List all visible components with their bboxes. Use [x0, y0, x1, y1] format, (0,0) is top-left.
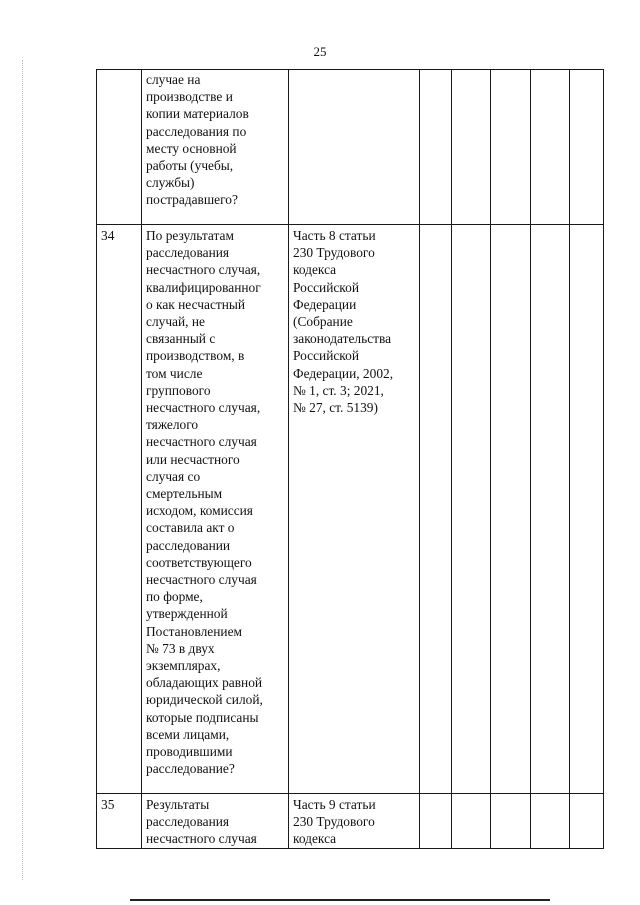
answer-yes-cell — [420, 225, 452, 794]
page-number: 25 — [313, 44, 327, 59]
note-cell — [570, 70, 604, 225]
checklist-table — [96, 69, 604, 849]
question-cell — [142, 225, 289, 794]
reference-cell — [289, 794, 420, 849]
answer-extra-cell — [531, 794, 570, 849]
question-cell — [142, 70, 289, 225]
answer-na-cell — [491, 794, 531, 849]
scan-margin-marks — [22, 60, 24, 880]
answer-no-cell — [452, 70, 491, 225]
answer-yes-cell — [420, 794, 452, 849]
table-row — [97, 794, 604, 849]
row-number-cell — [97, 70, 142, 225]
table-row — [97, 70, 604, 225]
answer-na-cell — [491, 225, 531, 794]
row-number-cell — [97, 794, 142, 849]
note-cell — [570, 794, 604, 849]
question-text: случае на производстве и копии материалов расследования по месту основной работы (учебы, службы) пострадавшего? — [146, 72, 249, 208]
row-number: 35 — [101, 797, 115, 812]
reference-text: Часть 8 статьи 230 Трудового кодекса Российской Федерации (Собрание законодательства Российской Федерации, 2002, № 1, ст. 3; 2021, № 27, ст. 5139) — [293, 228, 394, 416]
answer-na-cell — [491, 70, 531, 225]
answer-no-cell — [452, 794, 491, 849]
question-cell — [142, 794, 289, 849]
row-number: 34 — [101, 228, 115, 243]
scan-bottom-edge — [130, 899, 550, 901]
answer-extra-cell — [531, 225, 570, 794]
answer-yes-cell — [420, 70, 452, 225]
answer-extra-cell — [531, 70, 570, 225]
table-row — [97, 225, 604, 794]
answer-no-cell — [452, 225, 491, 794]
reference-cell — [289, 225, 420, 794]
row-number-cell — [97, 225, 142, 794]
question-text: По результатам расследования несчастного случая, квалифицированног о как несчастный случай, не связанный с производством, в том числе группового несчастного случая, тяжелого несчастного случая или несчастного случая со смертельным исходом, комиссия составила акт о расследовании соответствующего несчастного случая по форме, утвержденной Постановлением № 73 в двух экземплярах, обладающих равной юридической силой, которые подписаны всеми лицами, проводившими расследование? — [146, 228, 263, 777]
note-cell — [570, 225, 604, 794]
reference-cell — [289, 70, 420, 225]
reference-text: Часть 9 статьи 230 Трудового кодекса — [293, 797, 376, 847]
question-text: Результаты расследования несчастного случая — [146, 797, 257, 847]
